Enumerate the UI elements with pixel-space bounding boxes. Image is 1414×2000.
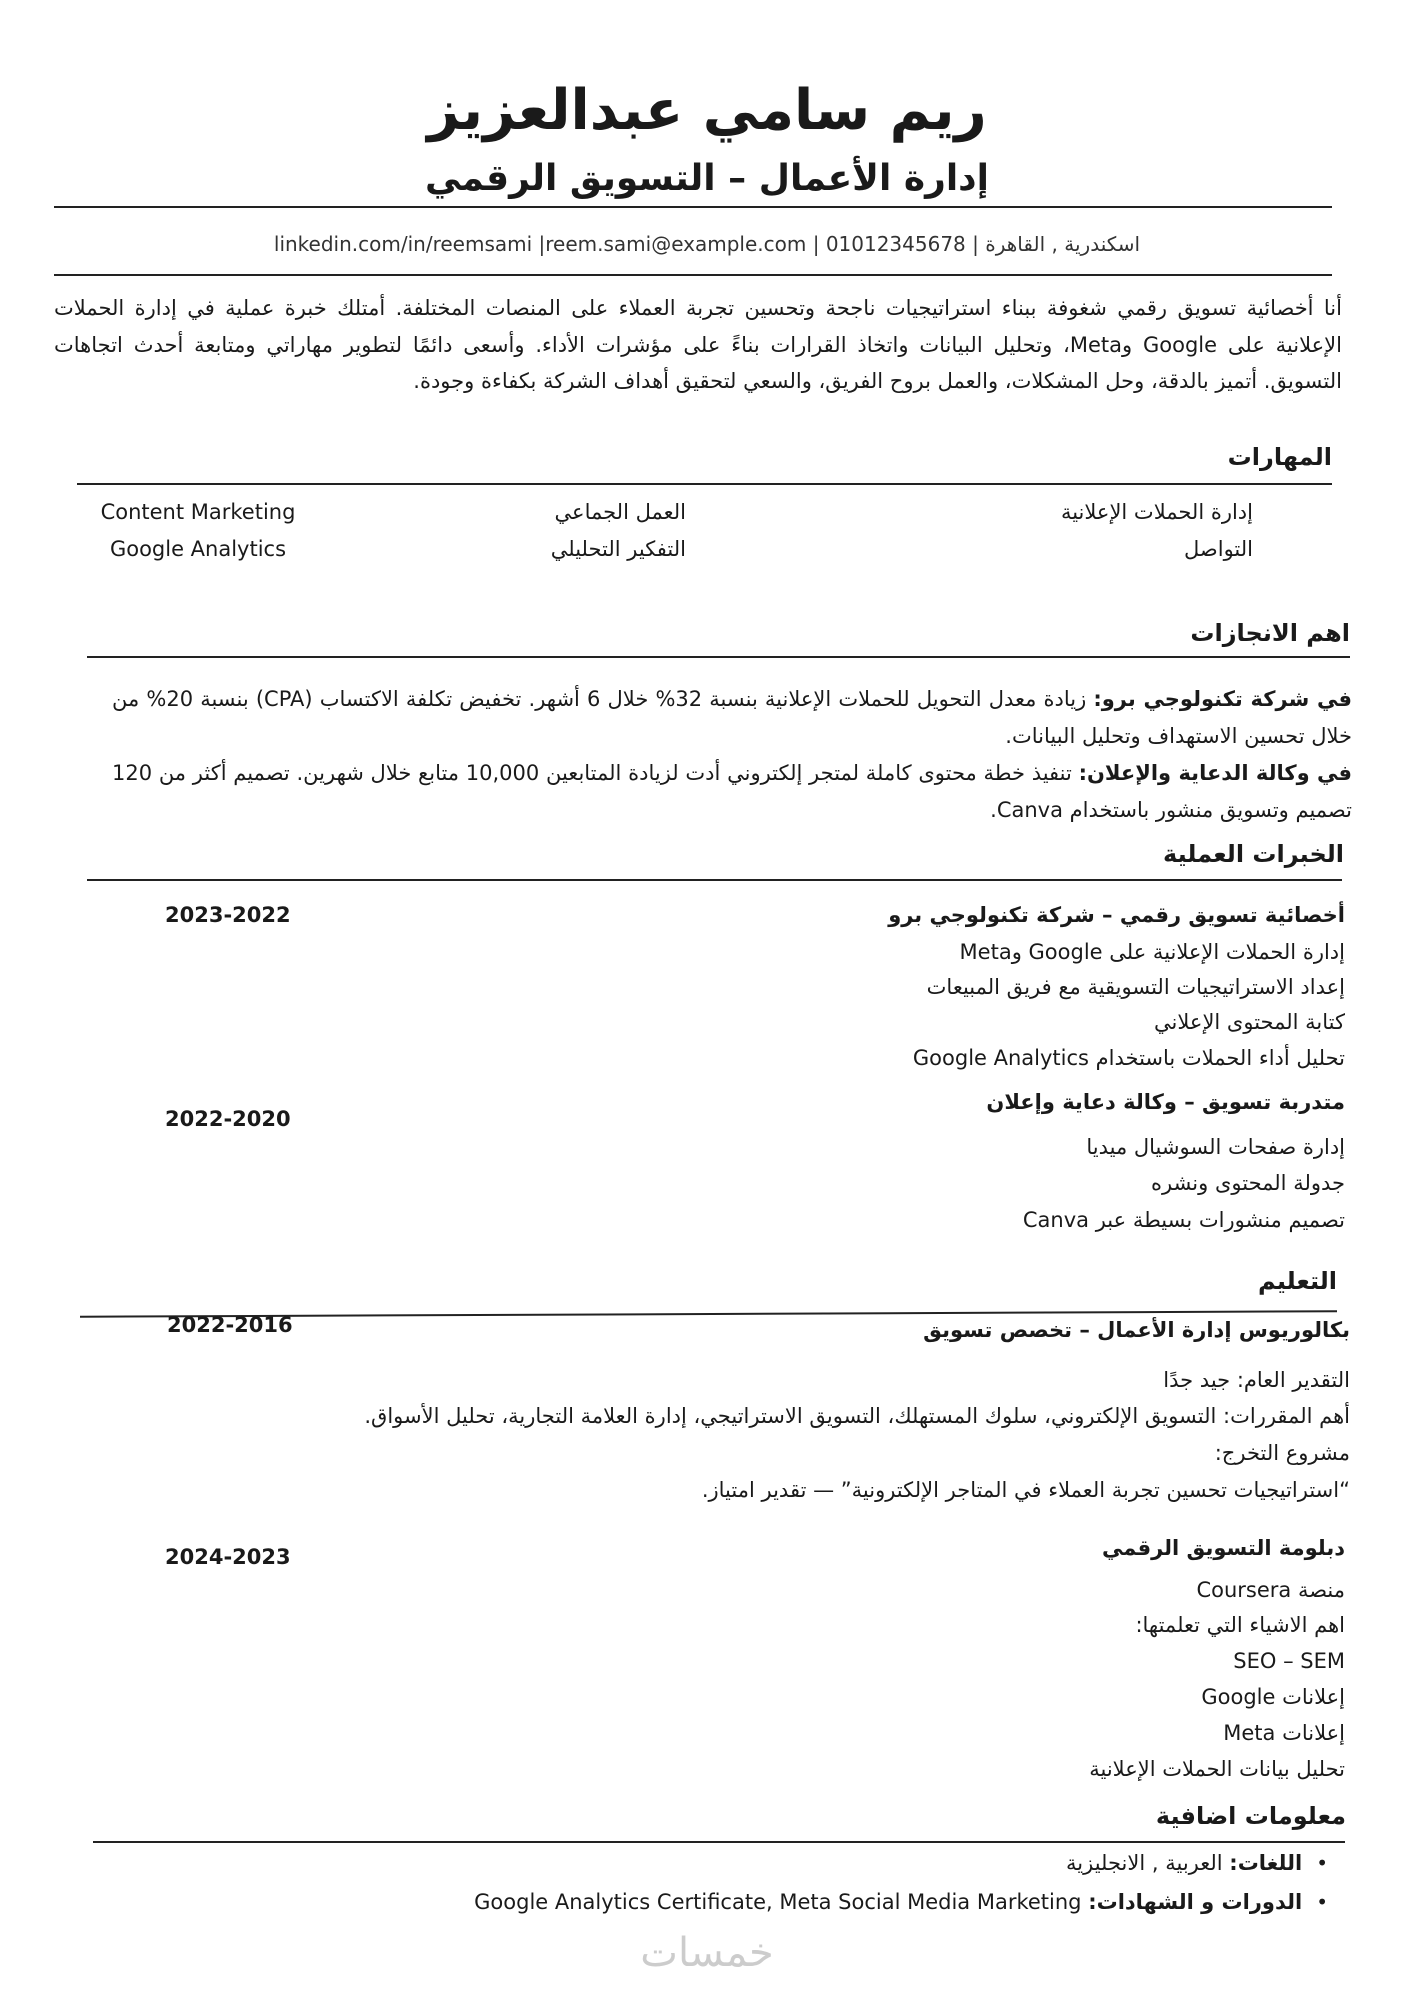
degree-detail: إعلانات Google [1201, 1685, 1345, 1709]
job-duty: تصميم منشورات بسيطة عبر Canva [1022, 1208, 1345, 1232]
achievement-item [112, 755, 1352, 829]
degree-title: دبلومة التسويق الرقمي [1102, 1536, 1345, 1560]
bullet-icon: • [1316, 1890, 1328, 1914]
skill-item: إدارة الحملات الإعلانية [1060, 500, 1253, 524]
additional-label: الدورات و الشهادات: [1088, 1890, 1303, 1914]
divider [54, 274, 1332, 276]
job-duty: تحليل أداء الحملات باستخدام Google Analytics [912, 1046, 1345, 1070]
job-duty: جدولة المحتوى ونشره [1150, 1171, 1345, 1195]
job-date: 2023-2022 [165, 903, 291, 927]
achievement-label: في وكالة الدعاية والإعلان: [1078, 761, 1352, 785]
degree-date: 2022-2016 [167, 1313, 293, 1337]
divider [54, 206, 1332, 208]
job-duty: إعداد الاستراتيجيات التسويقية مع فريق المبيعات [926, 975, 1345, 999]
additional-text: العربية , الانجليزية [1066, 1851, 1230, 1875]
job-title: متدربة تسويق – وكالة دعاية وإعلان [986, 1090, 1345, 1114]
achievement-text: زيادة معدل التحويل للحملات الإعلانية بنسبة 32% خلال 6 أشهر. تخفيض تكلفة الاكتساب (CPA) بنسبة 20% من خلال تحسين الاستهداف وتحليل البيانات. [112, 687, 1352, 748]
additional-text: Google Analytics Certificate, Meta Social Media Marketing [474, 1890, 1089, 1914]
contact-info [0, 232, 1414, 256]
skill-item: Google Analytics [109, 537, 287, 561]
watermark-logo: خمسات [640, 1930, 774, 1976]
degree-detail: أهم المقررات: التسويق الإلكتروني، سلوك المستهلك، التسويق الاستراتيجي، إدارة العلامة التجارية، تحليل الأسواق. [364, 1404, 1350, 1428]
achievements-heading: اهم الانجازات [1190, 619, 1350, 647]
skill-item: العمل الجماعي [554, 500, 686, 524]
degree-detail: مشروع التخرج: [1214, 1441, 1350, 1465]
degree-detail: اهم الاشياء التي تعلمتها: [1135, 1613, 1345, 1637]
job-duty: إدارة صفحات السوشيال ميديا [1086, 1135, 1345, 1159]
divider [87, 656, 1350, 658]
degree-title: بكالوريوس إدارة الأعمال – تخصص تسويق [923, 1318, 1350, 1342]
degree-detail: تحليل بيانات الحملات الإعلانية [1089, 1757, 1345, 1781]
divider [87, 879, 1342, 881]
contact-text: اسكندرية , القاهرة | 01012345678 | linkedin.com/in/reemsami |reem.sami@example.com [273, 232, 1141, 256]
job-duty: كتابة المحتوى الإعلاني [1154, 1010, 1345, 1034]
divider [93, 1841, 1345, 1843]
additional-heading: معلومات اضافية [1155, 1802, 1346, 1830]
degree-detail: SEO – SEM [1233, 1649, 1345, 1673]
skill-item: التفكير التحليلي [550, 537, 686, 561]
degree-detail: منصة Coursera [1196, 1578, 1345, 1602]
skills-heading: المهارات [1227, 443, 1332, 471]
bullet-icon: • [1316, 1851, 1328, 1875]
degree-detail: التقدير العام: جيد جدًا [1163, 1368, 1350, 1392]
job-title: أخصائية تسويق رقمي – شركة تكنولوجي برو [888, 903, 1345, 927]
additional-item [1066, 1851, 1328, 1875]
summary: أنا أخصائية تسويق رقمي شغوفة ببناء استراتيجيات ناجحة وتحسين تجربة العملاء على المنصات المختلفة. أمتلك خبرة عملية في إدارة الحملات الإعلانية على Google وMeta، وتحليل البيانات واتخاذ القرارات بناءً على مؤشرات الأداء. وأسعى دائمًا لتطوير مهاراتي ومتابعة أحدث اتجاهات التسويق. أتميز بالدقة، وحل المشكلات، والعمل بروح الفريق، والسعي لتحقيق أهداف الشركة بكفاءة وجودة. [54, 296, 1342, 393]
skill-item: التواصل [1184, 537, 1253, 561]
degree-date: 2024-2023 [165, 1545, 291, 1569]
degree-detail: “استراتيجيات تحسين تجربة العملاء في المتاجر الإلكترونية” — تقدير امتياز. [701, 1478, 1350, 1502]
achievement-item [112, 681, 1352, 755]
job-date: 2022-2020 [165, 1107, 291, 1131]
candidate-title: إدارة الأعمال – التسويق الرقمي [425, 158, 989, 199]
skill-item: Content Marketing [100, 500, 296, 524]
candidate-name: ريم سامي عبدالعزيز [427, 78, 987, 143]
additional-label: اللغات: [1229, 1851, 1303, 1875]
achievement-text: تنفيذ خطة محتوى كاملة لمتجر إلكتروني أدت لزيادة المتابعين 10,000 متابع خلال شهرين. تصميم أكثر من 120 تصميم وتسويق منشور باستخدام Canva. [112, 761, 1352, 822]
experience-heading: الخبرات العملية [1163, 840, 1344, 868]
education-heading: التعليم [1258, 1267, 1337, 1295]
additional-item [474, 1890, 1328, 1914]
degree-detail: إعلانات Meta [1223, 1721, 1345, 1745]
divider [77, 483, 1332, 485]
job-duty: إدارة الحملات الإعلانية على Google وMeta [959, 940, 1345, 964]
achievement-label: في شركة تكنولوجي برو: [1093, 687, 1352, 711]
